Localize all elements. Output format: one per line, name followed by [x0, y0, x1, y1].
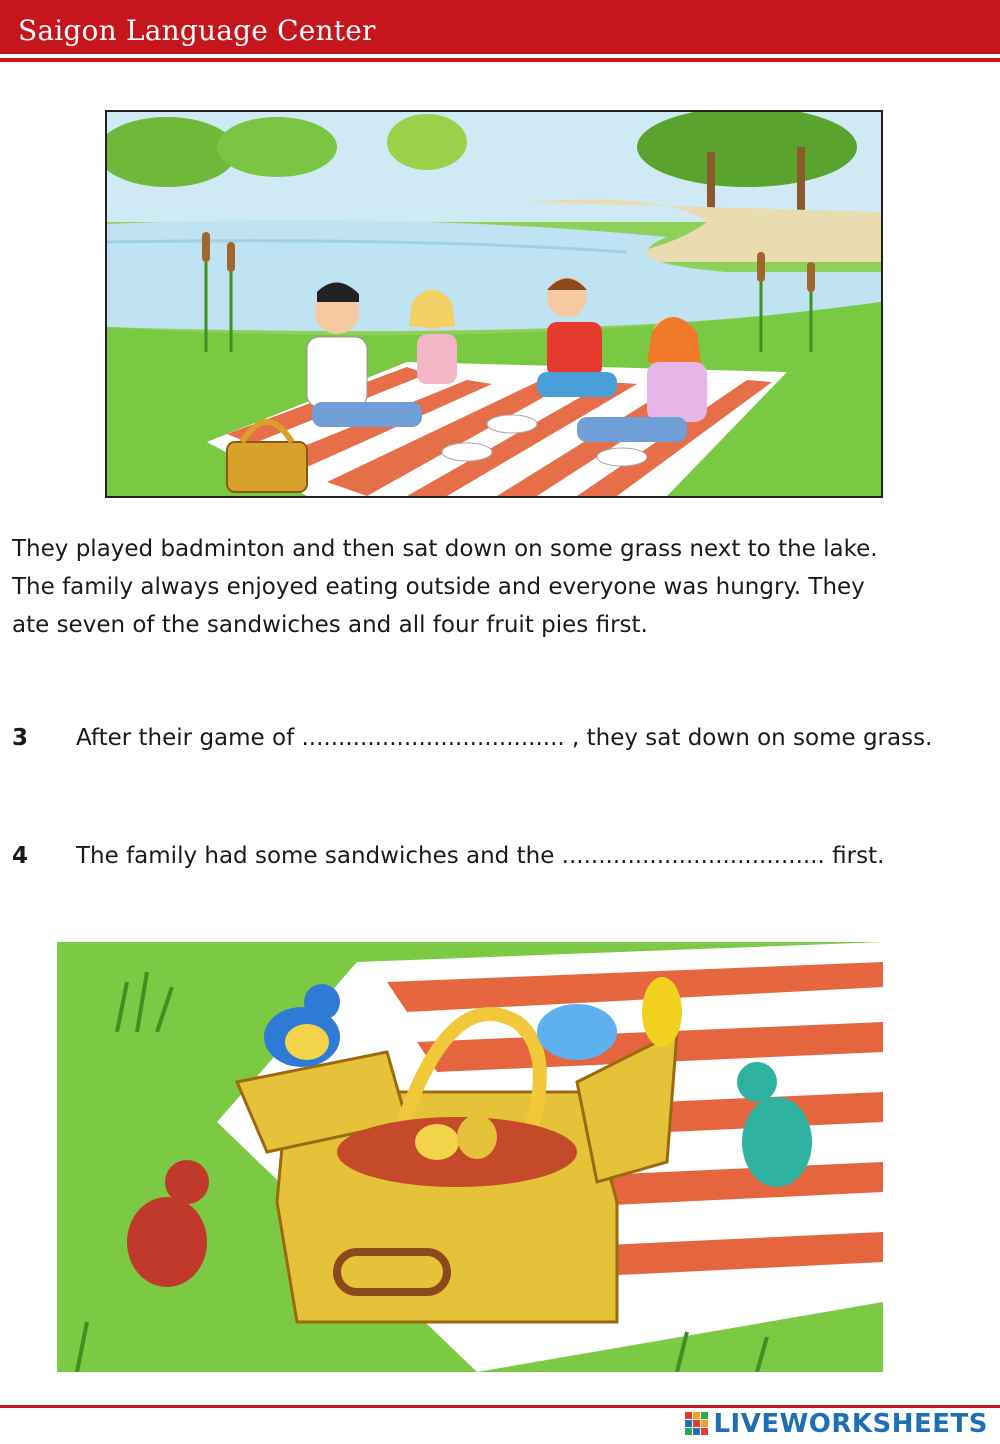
question-number: 4 — [12, 843, 29, 869]
passage-line: The family always enjoyed eating outside and everyone was hungry. They — [12, 574, 865, 600]
question-prompt-end: , they sat down on some grass. — [564, 725, 933, 751]
answer-blank[interactable]: .................................... — [301, 725, 565, 751]
question-prompt-end: first. — [824, 843, 885, 869]
logo-grid-icon — [685, 1412, 709, 1436]
liveworksheets-logo — [685, 1406, 988, 1442]
header-divider — [0, 58, 1000, 62]
question-prompt: The family had some sandwiches and the — [76, 843, 562, 869]
question-text — [76, 835, 956, 877]
birds-basket-illustration — [57, 942, 883, 1372]
header-title: Saigon Language Center — [18, 14, 376, 47]
question-number: 3 — [12, 725, 29, 751]
passage-line: They played badminton and then sat down on some grass next to the lake. — [12, 536, 878, 562]
reading-passage — [12, 530, 972, 644]
passage-line: ate seven of the sandwiches and all four fruit pies first. — [12, 612, 648, 638]
picnic-lake-illustration — [105, 110, 883, 498]
question-text — [76, 717, 956, 759]
logo-text: LIVEWORKSHEETS — [713, 1409, 988, 1439]
answer-blank[interactable]: .................................... — [561, 843, 825, 869]
header-bar — [0, 0, 1000, 54]
question-prompt: After their game of — [76, 725, 302, 751]
